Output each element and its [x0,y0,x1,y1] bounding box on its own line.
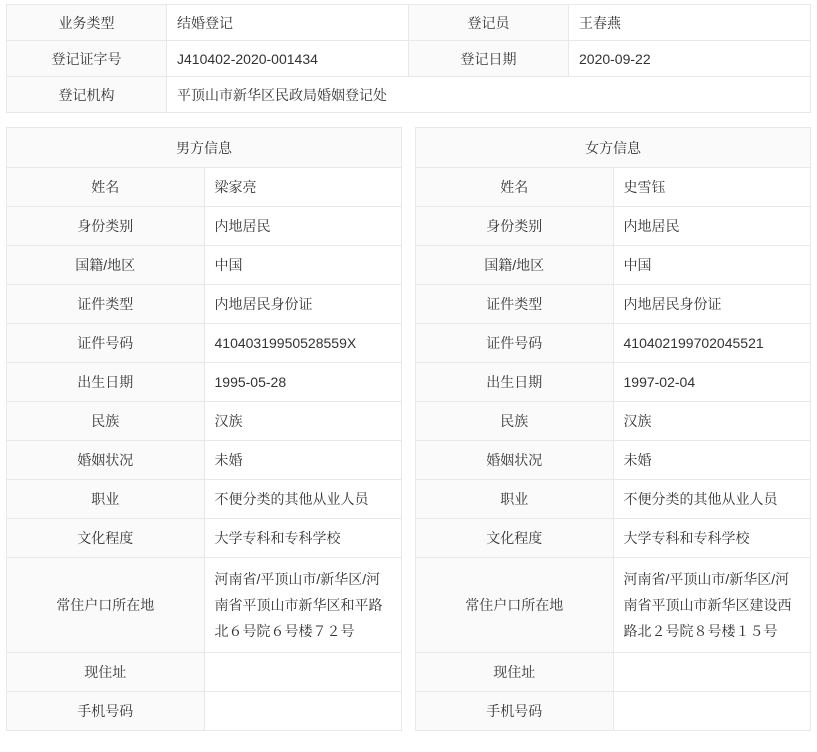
female-current-address-label: 现住址 [416,653,614,692]
registration-date-label: 登记日期 [409,41,569,77]
female-household-address-label: 常住户口所在地 [416,558,614,653]
table-row [7,168,402,207]
table-row [7,41,811,77]
female-identity-type-value: 内地居民 [613,207,811,246]
male-current-address-value [204,653,402,692]
table-row [416,285,811,324]
male-marital-status-value: 未婚 [204,441,402,480]
male-birth-date-value: 1995-05-28 [204,363,402,402]
table-row [416,519,811,558]
female-education-value: 大学专科和专科学校 [613,519,811,558]
female-ethnicity-value: 汉族 [613,402,811,441]
table-row [416,480,811,519]
male-household-address-label: 常住户口所在地 [7,558,205,653]
table-row [7,653,402,692]
registration-office-label: 登记机构 [7,77,167,113]
table-row [416,168,811,207]
male-ethnicity-label: 民族 [7,402,205,441]
table-row [7,519,402,558]
female-id-number-label: 证件号码 [416,324,614,363]
table-row [7,441,402,480]
female-id-type-value: 内地居民身份证 [613,285,811,324]
table-row [7,246,402,285]
table-row [7,363,402,402]
male-id-type-value: 内地居民身份证 [204,285,402,324]
table-row [7,77,811,113]
male-phone-value [204,692,402,731]
female-id-number-value: 410402199702045521 [613,324,811,363]
male-id-number-value: 41040319950528559X [204,324,402,363]
female-name-label: 姓名 [416,168,614,207]
female-name-value: 史雪钰 [613,168,811,207]
table-row [416,363,811,402]
female-marital-status-value: 未婚 [613,441,811,480]
male-marital-status-label: 婚姻状况 [7,441,205,480]
male-birth-date-label: 出生日期 [7,363,205,402]
person-panels [6,127,811,731]
table-row [416,324,811,363]
male-nationality-label: 国籍/地区 [7,246,205,285]
female-birth-date-value: 1997-02-04 [613,363,811,402]
male-ethnicity-value: 汉族 [204,402,402,441]
table-row [416,246,811,285]
male-household-address-value: 河南省/平顶山市/新华区/河南省平顶山市新华区和平路北６号院６号楼７２号 [204,558,402,653]
male-phone-label: 手机号码 [7,692,205,731]
male-occupation-value: 不便分类的其他从业人员 [204,480,402,519]
table-row [416,558,811,653]
table-row [7,207,402,246]
male-id-number-label: 证件号码 [7,324,205,363]
female-occupation-label: 职业 [416,480,614,519]
table-row [7,5,811,41]
table-row [7,285,402,324]
certificate-number-label: 登记证字号 [7,41,167,77]
male-identity-type-value: 内地居民 [204,207,402,246]
registrar-value: 王春燕 [569,5,811,41]
male-education-value: 大学专科和专科学校 [204,519,402,558]
male-identity-type-label: 身份类别 [7,207,205,246]
registration-office-value: 平顶山市新华区民政局婚姻登记处 [167,77,811,113]
male-nationality-value: 中国 [204,246,402,285]
female-birth-date-label: 出生日期 [416,363,614,402]
male-name-value: 梁家亮 [204,168,402,207]
registrar-label: 登记员 [409,5,569,41]
table-row [7,480,402,519]
panel-header-row [416,128,811,168]
table-row [416,402,811,441]
table-row [7,558,402,653]
female-marital-status-label: 婚姻状况 [416,441,614,480]
table-row [7,692,402,731]
table-row [416,207,811,246]
male-panel-title: 男方信息 [7,128,402,168]
female-education-label: 文化程度 [416,519,614,558]
female-occupation-value: 不便分类的其他从业人员 [613,480,811,519]
male-education-label: 文化程度 [7,519,205,558]
table-row [7,324,402,363]
female-phone-label: 手机号码 [416,692,614,731]
male-current-address-label: 现住址 [7,653,205,692]
female-id-type-label: 证件类型 [416,285,614,324]
female-nationality-label: 国籍/地区 [416,246,614,285]
business-type-label: 业务类型 [7,5,167,41]
female-info-panel [415,127,811,731]
female-household-address-value: 河南省/平顶山市/新华区/河南省平顶山市新华区建设西路北２号院８号楼１５号 [613,558,811,653]
business-type-value: 结婚登记 [167,5,409,41]
table-row [7,402,402,441]
male-info-panel [6,127,402,731]
female-phone-value [613,692,811,731]
panel-header-row [7,128,402,168]
certificate-number-value: J410402-2020-001434 [167,41,409,77]
female-identity-type-label: 身份类别 [416,207,614,246]
male-id-type-label: 证件类型 [7,285,205,324]
female-panel-title: 女方信息 [416,128,811,168]
registration-date-value: 2020-09-22 [569,41,811,77]
table-row [416,441,811,480]
female-current-address-value [613,653,811,692]
male-name-label: 姓名 [7,168,205,207]
table-row [416,692,811,731]
table-row [416,653,811,692]
female-nationality-value: 中国 [613,246,811,285]
male-occupation-label: 职业 [7,480,205,519]
summary-table [6,4,811,113]
female-ethnicity-label: 民族 [416,402,614,441]
